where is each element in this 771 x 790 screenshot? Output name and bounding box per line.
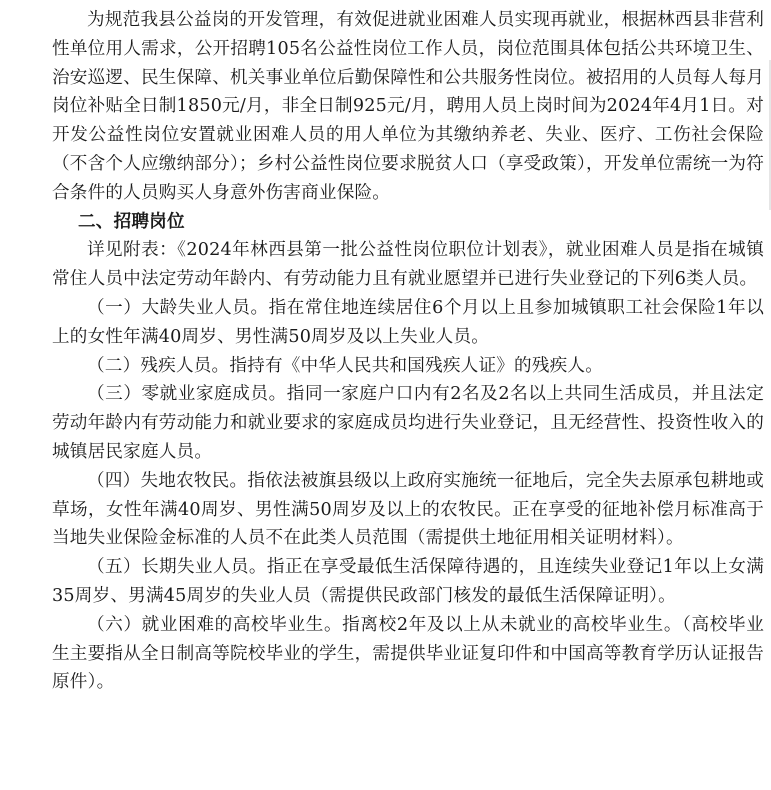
category-item-4: （四）失地农牧民。指依法被旗县级以上政府实施统一征地后，完全失去原承包耕地或草场，女性年满40周岁、男性满50周岁及以上的农牧民。正在享受的征地补偿月标准高于当地失业保险金标准的人员不在此类人员范围（需提供土地征用相关证明材料）。 (52, 470, 764, 549)
section-heading: 二、招聘岗位 (78, 210, 185, 232)
category-item-3: （三）零就业家庭成员。指同一家庭户口内有2名及2名以上共同生活成员，并且法定劳动年龄内有劳动能力和就业要求的家庭成员均进行失业登记，且无经营性、投资性收入的城镇居民家庭人员。 (52, 384, 764, 462)
category-item-2: （二）残疾人员。指持有《中华人民共和国残疾人证》的残疾人。 (87, 355, 604, 376)
category-item-1: （一）大龄失业人员。指在常住地连续居住6个月以上且参加城镇职工社会保险1年以上的女性年满40周岁、男性满50周岁及以上失业人员。 (52, 297, 764, 347)
intro-paragraph: 为规范我县公益岗的开发管理，有效促进就业困难人员实现再就业，根据林西县非营利性单位用人需求，公开招聘105名公益性岗位工作人员，岗位范围具体包括公共环境卫生、治安巡逻、民生保障、机关事业单位后勤保障性和公共服务性岗位。被招用的人员每人每月岗位补贴全日制1850元/月，非全日制925元/月，聘用人员上岗时间为2024年4月1日。对开发公益性岗位安置就业困难人员的用人单位为其缴纳养老、失业、医疗、工伤社会保险（不含个人应缴纳部分）；乡村公益性岗位要求脱贫人口（享受政策），开发单位需统一为符合条件的人员购买人身意外伤害商业保险。 (52, 10, 764, 203)
category-item-6: （六）就业困难的高校毕业生。指离校2年及以上从未就业的高校毕业生。（高校毕业生主要指从全日制高等院校毕业的学生，需提供毕业证复印件和中国高等教育学历认证报告原件）。 (52, 614, 764, 693)
category-item-5: （五）长期失业人员。指正在享受最低生活保障待遇的，且连续失业登记1年以上女满35周岁、男满45周岁的失业人员（需提供民政部门核发的最低生活保障证明）。 (52, 557, 764, 606)
section-intro-paragraph: 详见附表：《2024年林西县第一批公益性岗位职位计划表》，就业困难人员是指在城镇常住人员中法定劳动年龄内、有劳动能力且有就业愿望并已进行失业登记的下列6类人员。 (52, 240, 764, 290)
document-body (52, 6, 764, 697)
